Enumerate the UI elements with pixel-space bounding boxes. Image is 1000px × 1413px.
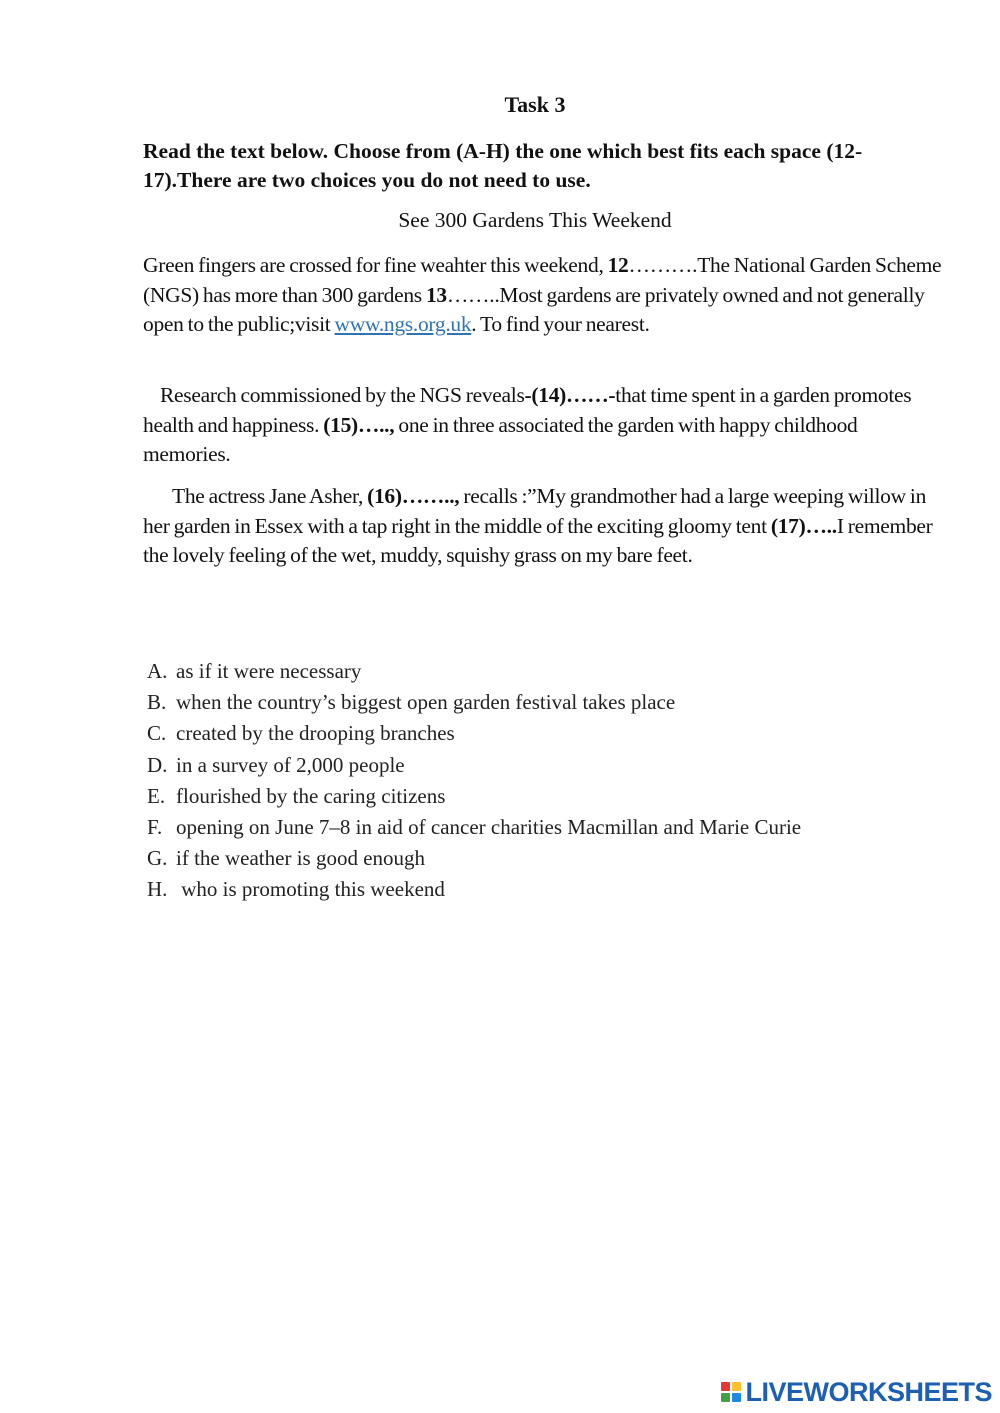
gap-16: (16)……..,	[367, 484, 460, 508]
text-run: recalls :”My grandmother had a large weeping willow in her garden in Essex with a tap right in the middle of the exciting gloomy tent	[143, 484, 927, 538]
text-run: Green fingers are crossed for fine weahter this weekend,	[143, 253, 608, 277]
option-g	[147, 843, 801, 874]
text-run: . To find your nearest.	[471, 312, 650, 336]
badge-square	[721, 1382, 730, 1391]
option-text: flourished by the caring citizens	[176, 783, 446, 808]
gap-13: 13	[425, 282, 447, 307]
instructions: Read the text below. Choose from (A-H) the one which best fits each space (12-17).There are two choices you do not need to use.	[143, 139, 863, 192]
option-c	[147, 718, 801, 749]
option-text: in a survey of 2,000 people	[176, 752, 405, 777]
gap-12: 12	[607, 253, 629, 277]
option-letter: H.	[147, 877, 168, 902]
text-run: I remember the lovely feeling of the wet, muddy, squishy grass on my bare feet.	[143, 513, 933, 567]
text-run: The actress Jane Asher,	[172, 484, 368, 508]
option-a	[147, 656, 801, 687]
text-run: ……..Most gardens are privately owned and not generally open to the public;visit	[143, 282, 925, 336]
badge-square	[732, 1382, 741, 1391]
logo-badge-icon	[721, 1382, 741, 1402]
gap-14: -(14)……-	[524, 383, 616, 407]
liveworksheets-logo[interactable]	[721, 1377, 992, 1407]
option-letter: C.	[147, 721, 167, 746]
option-letter: B.	[147, 690, 167, 715]
ngs-website-link[interactable]: www.ngs.org.uk	[334, 312, 472, 336]
paragraph-1	[143, 251, 943, 340]
text-run: Research commissioned by the NGS reveals	[160, 383, 525, 407]
badge-square	[721, 1393, 730, 1402]
answer-options-list	[147, 656, 801, 906]
option-text: as if it were necessary	[176, 659, 362, 683]
option-text: opening on June 7–8 in aid of cancer charities Macmillan and Marie Curie	[176, 814, 802, 839]
paragraph-3	[143, 482, 943, 571]
text-run: ……….The National Garden Scheme (NGS) has more than 300 gardens	[143, 253, 942, 307]
text-run: that time spent in a garden promotes health and happiness.	[143, 383, 912, 437]
option-letter: F.	[147, 814, 163, 839]
paragraph-2	[143, 381, 943, 470]
option-b	[147, 687, 801, 718]
option-d	[147, 750, 801, 781]
logo-text: LIVEWORKSHEETS	[745, 1376, 992, 1407]
gap-15: (15)…..,	[323, 412, 395, 437]
text-run: one in three associated the garden with happy childhood memories.	[143, 412, 858, 466]
gap-17: (17)…..	[770, 513, 837, 538]
option-letter: D.	[147, 752, 168, 777]
option-text: when the country’s biggest open garden festival takes place	[176, 690, 676, 715]
option-text: created by the drooping branches	[176, 721, 455, 746]
option-e	[147, 781, 801, 812]
badge-square	[732, 1393, 741, 1402]
option-text: if the weather is good enough	[176, 846, 426, 871]
option-text: who is promoting this weekend	[176, 877, 445, 902]
option-f	[147, 812, 801, 843]
option-letter: A.	[147, 659, 168, 683]
option-letter: G.	[147, 846, 168, 871]
option-h	[147, 874, 801, 905]
task-title: Task 3	[504, 92, 566, 117]
text-title: See 300 Gardens This Weekend	[398, 208, 672, 232]
option-letter: E.	[147, 783, 166, 808]
